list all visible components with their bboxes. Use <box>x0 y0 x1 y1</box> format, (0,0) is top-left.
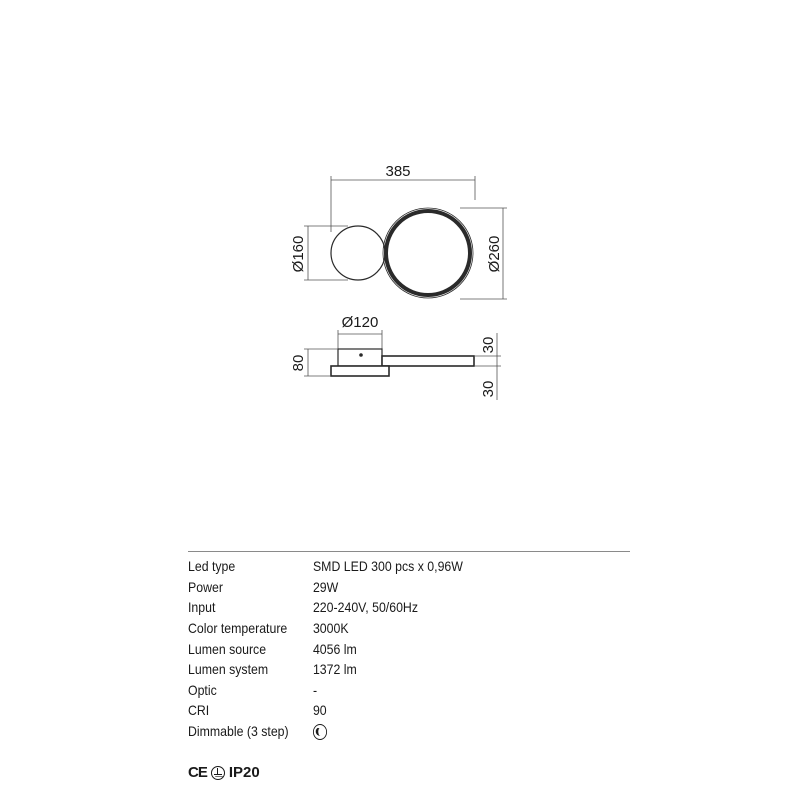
spec-label: Dimmable (3 step) <box>188 723 289 740</box>
ip-rating: IP20 <box>228 764 260 781</box>
spec-row-dimmable <box>188 721 577 742</box>
spec-value <box>313 722 327 739</box>
spec-value: SMD LED 300 pcs x 0,96W <box>312 558 463 575</box>
spec-value: - <box>312 681 318 698</box>
ring-arm-side <box>382 356 474 366</box>
spec-value: 4056 lm <box>312 640 357 657</box>
spec-value: 29W <box>312 578 339 595</box>
spec-label: Lumen source <box>188 640 267 657</box>
spec-value: 220-240V, 50/60Hz <box>312 599 418 616</box>
spec-row-lumen-system <box>188 659 577 680</box>
spec-row-power <box>188 577 577 598</box>
spec-label: Power <box>188 578 223 595</box>
width-dimension <box>331 176 475 232</box>
spec-row-color-temperature <box>188 618 577 639</box>
ce-mark: CE <box>188 764 207 781</box>
small-diameter-label: Ø160 <box>290 235 307 273</box>
certification-marks <box>188 764 260 781</box>
spec-value: 90 <box>312 702 327 719</box>
spec-row-lumen-source <box>188 638 577 659</box>
large-diameter-label: Ø260 <box>486 235 503 273</box>
globe-base-side <box>331 366 389 376</box>
spec-row-input <box>188 597 577 618</box>
arm-height-label: 30 <box>480 336 497 354</box>
spec-value: 1372 lm <box>312 661 357 678</box>
ground-symbol-icon <box>211 766 225 780</box>
large-ring <box>386 211 470 295</box>
small-globe <box>331 226 385 280</box>
spec-row-cri <box>188 700 577 721</box>
base-diameter-dimension <box>338 330 382 349</box>
canopy <box>338 349 382 366</box>
spec-label: Optic <box>188 681 217 698</box>
spec-table <box>188 551 630 741</box>
base-height-label: 30 <box>480 380 497 398</box>
width-label: 385 <box>385 163 411 180</box>
spec-value: 3000K <box>312 620 349 637</box>
spec-row-optic <box>188 680 577 701</box>
spec-label: Input <box>188 599 216 616</box>
spec-label: Led type <box>188 558 236 575</box>
base-diameter-label: Ø120 <box>341 314 379 331</box>
total-height-label: 80 <box>290 354 307 372</box>
spec-label: Lumen system <box>188 661 269 678</box>
spec-row-led-type <box>188 556 577 577</box>
dimmable-icon <box>313 724 327 740</box>
spec-label: Color temperature <box>188 620 288 637</box>
spec-label: CRI <box>188 702 210 719</box>
